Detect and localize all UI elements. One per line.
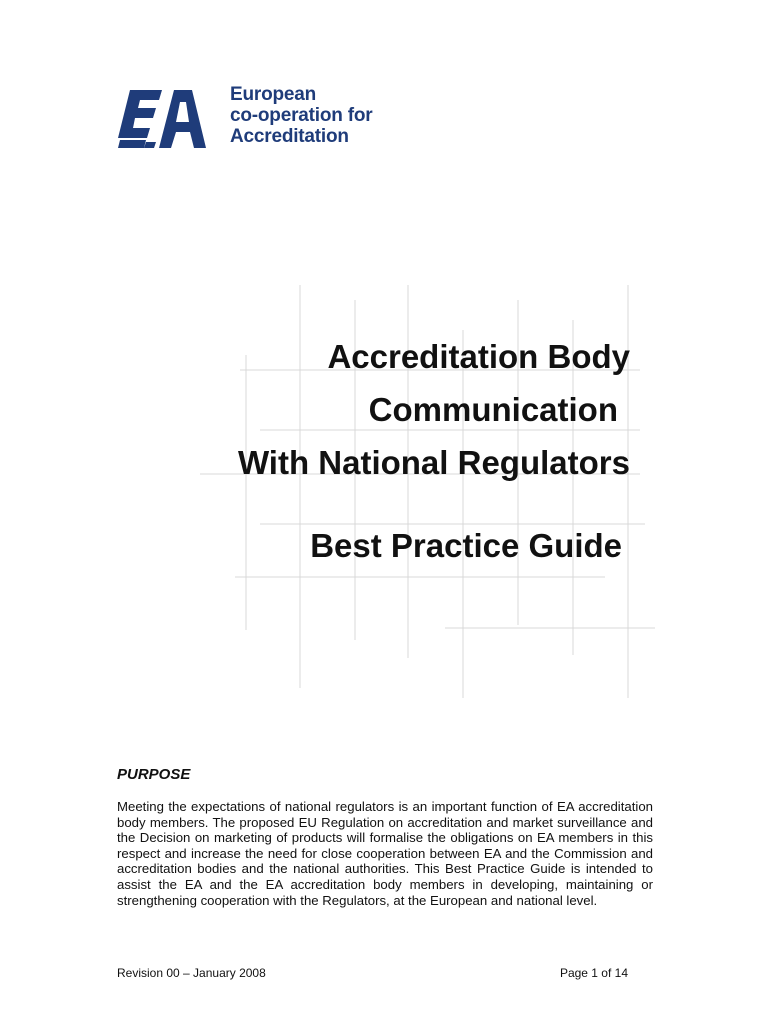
- document-title: [160, 330, 630, 489]
- title-line-3: With National Regulators: [237, 444, 630, 481]
- logo-line-3: Accreditation: [230, 126, 349, 147]
- document-subtitle: Best Practice Guide: [310, 527, 622, 564]
- footer-page-number: Page 1 of 14: [559, 966, 628, 980]
- ea-logo: [116, 84, 396, 152]
- ea-logo-mark-icon: [116, 88, 210, 150]
- title-line-2: Communication: [368, 391, 618, 428]
- purpose-paragraph: Meeting the expectations of national regulators is an important function of EA accreditation body members. The proposed EU Regulation on accreditation and market surveillance and the Decision on marketing of products will formalise the obligations on EA members in this respect and increase the need for close cooperation between EA and the Commission and accreditation bodies and the national authorities. This Best Practice Guide is intended to assist the EA and the EA accreditation body members in developing, maintaining or strengthening cooperation with the Regulators, at the European and national level.: [117, 799, 653, 908]
- title-line-1: Accreditation Body: [327, 338, 630, 375]
- logo-line-1: European: [230, 84, 317, 105]
- ea-logo-wordmark: [230, 84, 372, 147]
- logo-line-2: co-operation for: [230, 105, 373, 126]
- purpose-heading: PURPOSE: [117, 766, 191, 783]
- footer-revision: Revision 00 – January 2008: [117, 966, 266, 980]
